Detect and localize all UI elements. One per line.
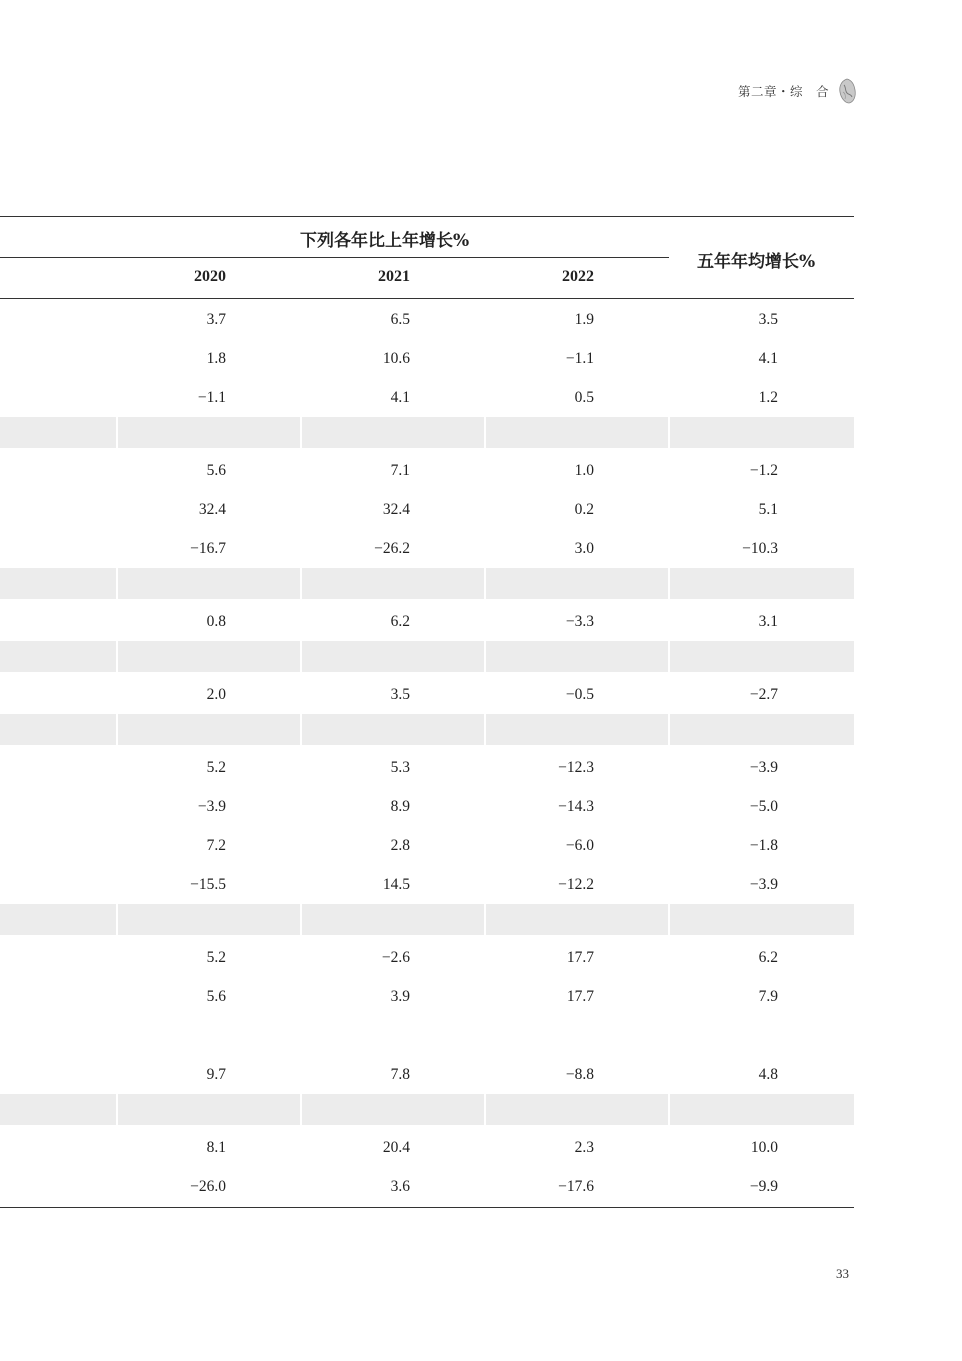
section-divider-row	[0, 714, 854, 745]
chapter-title: 第二章・综 合	[738, 84, 830, 99]
cell-2021: 10.6	[382, 350, 410, 367]
cell-2021: 7.1	[390, 462, 410, 479]
cell-2020: −15.5	[190, 876, 226, 893]
shaded-band	[302, 714, 484, 745]
shaded-band	[118, 417, 300, 448]
cell-avg: −5.0	[749, 798, 778, 815]
cell-2022: −1.1	[565, 350, 594, 367]
cell-2022: −12.3	[558, 759, 594, 776]
shaded-band	[0, 714, 116, 745]
shaded-band	[0, 1094, 116, 1125]
cell-2021: 32.4	[382, 501, 410, 518]
table-row	[0, 675, 854, 714]
top-rule	[0, 216, 854, 217]
shaded-band	[670, 641, 854, 672]
table-row	[0, 1128, 854, 1167]
cell-2022: 0.5	[574, 389, 594, 406]
cell-2020: 1.8	[206, 350, 226, 367]
shaded-band	[486, 904, 668, 935]
cell-2021: 7.8	[390, 1066, 410, 1083]
table-row	[0, 378, 854, 417]
page-number: 33	[836, 1266, 849, 1281]
cell-avg: 4.8	[758, 1066, 778, 1083]
table-row	[0, 451, 854, 490]
cell-2022: 1.9	[574, 311, 594, 328]
cell-2021: 3.9	[390, 988, 410, 1005]
year-header-2022: 2022	[562, 268, 594, 285]
cell-2021: 5.3	[390, 759, 410, 776]
shaded-band	[486, 641, 668, 672]
group-underline	[0, 257, 669, 258]
table-row	[0, 977, 854, 1016]
cell-avg: 4.1	[758, 350, 778, 367]
shaded-band	[0, 904, 116, 935]
cell-2022: 17.7	[566, 949, 594, 966]
cell-avg: 1.2	[758, 389, 778, 406]
shaded-band	[0, 568, 116, 599]
shaded-band	[670, 568, 854, 599]
cell-2020: 5.6	[206, 988, 226, 1005]
shaded-band	[118, 568, 300, 599]
table-row	[0, 339, 854, 378]
cell-avg: −1.2	[749, 462, 778, 479]
cell-avg: 7.9	[758, 988, 778, 1005]
cell-2020: 7.2	[206, 837, 226, 854]
shaded-band	[670, 1094, 854, 1125]
cell-2020: −16.7	[190, 540, 226, 557]
cell-avg: 3.5	[758, 311, 778, 328]
table-row	[0, 787, 854, 826]
bottom-rule	[0, 1207, 854, 1208]
cell-2021: 8.9	[390, 798, 410, 815]
shaded-band	[486, 714, 668, 745]
shaded-band	[0, 641, 116, 672]
cell-2022: −0.5	[565, 686, 594, 703]
running-header	[738, 78, 857, 104]
table-row	[0, 300, 854, 339]
cell-avg: −10.3	[742, 540, 778, 557]
section-divider-row	[0, 904, 854, 935]
cell-avg: 10.0	[750, 1139, 778, 1156]
decorative-emblem-icon	[837, 78, 857, 104]
cell-2022: −3.3	[565, 613, 594, 630]
cell-2021: 3.6	[390, 1178, 410, 1195]
shaded-band	[670, 904, 854, 935]
cell-2022: −17.6	[558, 1178, 594, 1195]
cell-2021: −26.2	[374, 540, 410, 557]
cell-2022: −12.2	[558, 876, 594, 893]
cell-2020: 8.1	[206, 1139, 226, 1156]
cell-2020: 5.6	[206, 462, 226, 479]
table-row	[0, 490, 854, 529]
cell-2020: 3.7	[206, 311, 226, 328]
blank-row	[0, 1016, 854, 1055]
cell-2021: 2.8	[390, 837, 410, 854]
shaded-band	[302, 904, 484, 935]
cell-2021: −2.6	[381, 949, 410, 966]
year-header-2021: 2021	[378, 268, 410, 285]
cell-2022: 2.3	[574, 1139, 594, 1156]
cell-2020: 5.2	[206, 949, 226, 966]
shaded-band	[118, 1094, 300, 1125]
section-divider-row	[0, 417, 854, 448]
cell-2020: 9.7	[206, 1066, 226, 1083]
cell-avg: −9.9	[749, 1178, 778, 1195]
cell-2020: 2.0	[206, 686, 226, 703]
year-header-2020: 2020	[194, 268, 226, 285]
cell-2020: 5.2	[206, 759, 226, 776]
cell-2021: 3.5	[390, 686, 410, 703]
table-row	[0, 602, 854, 641]
cell-2021: 6.5	[390, 311, 410, 328]
section-divider-row	[0, 1094, 854, 1125]
cell-2022: 17.7	[566, 988, 594, 1005]
shaded-band	[302, 641, 484, 672]
cell-2020: 32.4	[198, 501, 226, 518]
shaded-band	[302, 1094, 484, 1125]
cell-2021: 4.1	[390, 389, 410, 406]
avg-header: 五年年均增长%	[697, 252, 816, 272]
cell-avg: −2.7	[749, 686, 778, 703]
cell-2021: 6.2	[390, 613, 410, 630]
table-row	[0, 865, 854, 904]
section-divider-row	[0, 641, 854, 672]
table-row	[0, 748, 854, 787]
table-row	[0, 826, 854, 865]
header-bottom-rule	[0, 298, 854, 299]
cell-2020: −3.9	[197, 798, 226, 815]
shaded-band	[670, 714, 854, 745]
shaded-band	[118, 641, 300, 672]
cell-avg: −1.8	[749, 837, 778, 854]
shaded-band	[118, 904, 300, 935]
shaded-band	[118, 714, 300, 745]
cell-avg: 6.2	[758, 949, 778, 966]
group-header: 下列各年比上年增长%	[300, 231, 470, 251]
cell-2021: 20.4	[382, 1139, 410, 1156]
cell-2020: 0.8	[206, 613, 226, 630]
table-row	[0, 1055, 854, 1094]
shaded-band	[486, 1094, 668, 1125]
cell-2020: −1.1	[197, 389, 226, 406]
shaded-band	[302, 417, 484, 448]
cell-2020: −26.0	[190, 1178, 226, 1195]
shaded-band	[486, 417, 668, 448]
cell-2022: −8.8	[565, 1066, 594, 1083]
cell-2022: −14.3	[558, 798, 594, 815]
cell-avg: 3.1	[758, 613, 778, 630]
cell-2022: −6.0	[565, 837, 594, 854]
cell-avg: −3.9	[749, 759, 778, 776]
shaded-band	[302, 568, 484, 599]
cell-2022: 1.0	[574, 462, 594, 479]
table-row	[0, 938, 854, 977]
cell-2022: 0.2	[574, 501, 594, 518]
cell-2021: 14.5	[382, 876, 410, 893]
table-row	[0, 529, 854, 568]
cell-avg: −3.9	[749, 876, 778, 893]
shaded-band	[0, 417, 116, 448]
cell-avg: 5.1	[758, 501, 778, 518]
cell-2022: 3.0	[574, 540, 594, 557]
shaded-band	[670, 417, 854, 448]
table-row	[0, 1167, 854, 1206]
section-divider-row	[0, 568, 854, 599]
shaded-band	[486, 568, 668, 599]
